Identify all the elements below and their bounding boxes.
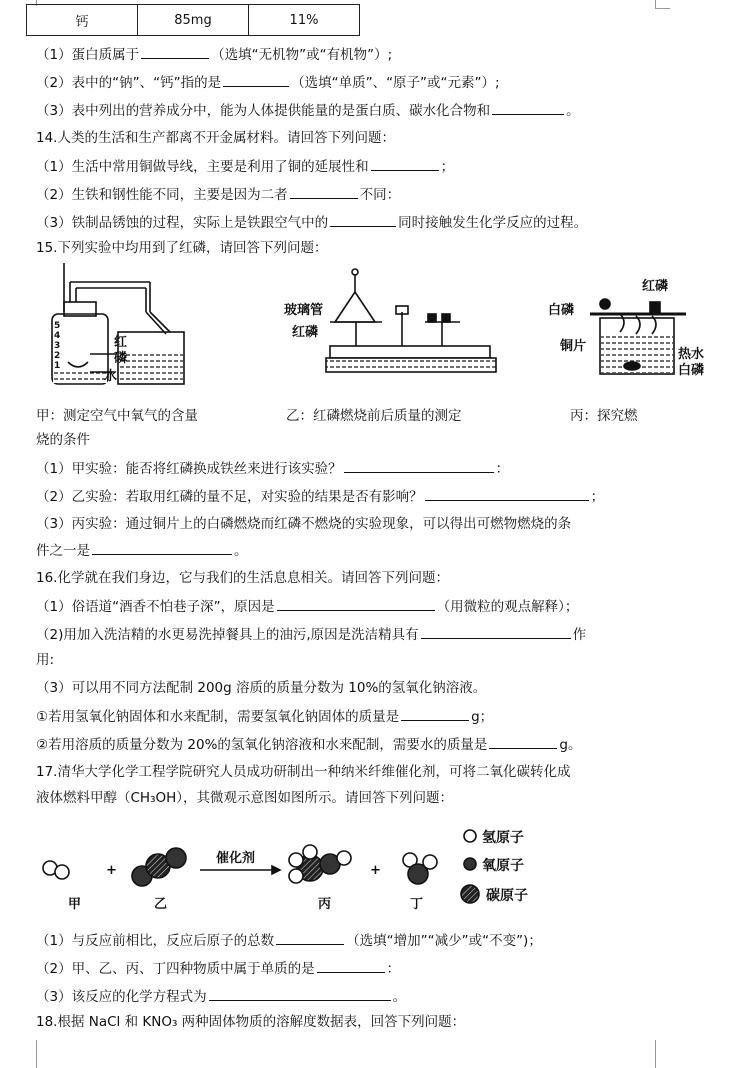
caption-yi: 乙：红磷燃烧前后质量的测定 bbox=[286, 408, 462, 424]
experiment-figures bbox=[30, 262, 710, 402]
question-line-q17-3 bbox=[36, 986, 406, 1007]
question-text-segment: g。 bbox=[559, 737, 582, 753]
question-line-q14-1 bbox=[36, 156, 454, 177]
question-text-segment: ： bbox=[495, 461, 510, 477]
question-line-q15-3b bbox=[36, 540, 248, 561]
question-line-q14-3 bbox=[36, 212, 587, 233]
scale-3: 3 bbox=[54, 341, 61, 351]
figure-yi bbox=[326, 269, 496, 372]
answer-blank[interactable] bbox=[330, 212, 396, 227]
question-text-segment: 14.人类的生活和生产都离不开金属材料。请回答下列问题： bbox=[36, 130, 395, 146]
legend-carbon: 碳原子 bbox=[486, 888, 528, 904]
question-text-segment: 。 bbox=[392, 989, 407, 1005]
answer-blank[interactable] bbox=[290, 184, 358, 199]
answer-blank[interactable] bbox=[92, 540, 232, 555]
answer-blank[interactable] bbox=[421, 624, 571, 639]
question-text-segment: 不同： bbox=[359, 187, 401, 203]
question-text-segment: （2）表中的“钠”、“钙”指的是 bbox=[36, 75, 222, 91]
label-white-p-top: 白磷 bbox=[548, 303, 575, 318]
label-glass-tube: 玻璃管 bbox=[284, 303, 324, 318]
answer-blank[interactable] bbox=[209, 986, 391, 1001]
question-line-q17b bbox=[36, 788, 453, 808]
question-text-segment: （1）生活中常用铜做导线，主要是利用了铜的延展性和 bbox=[36, 159, 369, 175]
plus-sign-1: + bbox=[106, 863, 117, 878]
label-red-p-2: 磷 bbox=[114, 351, 128, 366]
plus-sign-2: + bbox=[370, 863, 381, 878]
corner-mark-br bbox=[655, 1040, 666, 1068]
corner-mark-bl bbox=[26, 1040, 37, 1068]
question-text-segment: （3）表中列出的营养成分中，能为人体提供能量的是蛋白质、碳水化合物和 bbox=[36, 103, 491, 119]
answer-blank[interactable] bbox=[371, 156, 439, 171]
question-text-segment: （1）甲实验：能否将红磷换成铁丝来进行该实验？ bbox=[36, 461, 342, 477]
label-copper-sheet: 铜片 bbox=[560, 339, 587, 354]
question-text-segment: （1）与反应前相比，反应后原子的总数 bbox=[36, 933, 275, 949]
question-line-q15 bbox=[36, 238, 327, 258]
label-white-p-bottom: 白磷 bbox=[678, 363, 705, 378]
question-text-segment: （2）乙实验：若取用红磷的量不足，对实验的结果是否有影响？ bbox=[36, 489, 423, 505]
question-text-segment: g； bbox=[471, 709, 494, 725]
scale-1: 1 bbox=[54, 361, 61, 371]
question-line-q13-1 bbox=[36, 44, 392, 65]
question-line-q17 bbox=[36, 762, 570, 782]
question-line-q16-2b bbox=[36, 650, 54, 670]
table-row bbox=[27, 5, 360, 36]
name-ding: 丁 bbox=[410, 897, 424, 912]
question-text-segment: ①若用氢氧化钠固体和水来配制，需要氢氧化钠固体的质量是 bbox=[36, 709, 400, 725]
question-line-q16-2 bbox=[36, 624, 586, 645]
question-text-segment: （1）俗语道“酒香不怕巷子深”，原因是 bbox=[36, 599, 275, 615]
label-red-phosphorus: 红磷 bbox=[292, 325, 319, 340]
question-text-segment: （选填“无机物”或“有机物”）; bbox=[211, 47, 393, 63]
question-line-q13-2 bbox=[36, 72, 500, 93]
answer-blank[interactable] bbox=[141, 44, 209, 59]
question-line-q13-3 bbox=[36, 100, 580, 121]
label-red-p-bing: 红磷 bbox=[642, 279, 669, 294]
question-text-segment: ； bbox=[440, 159, 455, 175]
question-text-segment: 17.清华大学化学工程学院研究人员成功研制出一种纳米纤维催化剂，可将二氧化碳转化成 bbox=[36, 764, 571, 780]
answer-blank[interactable] bbox=[425, 486, 589, 501]
question-text-segment: 。 bbox=[566, 103, 580, 119]
corner-mark-tr bbox=[655, 0, 670, 9]
reaction-diagram bbox=[30, 818, 590, 918]
name-yi: 乙 bbox=[154, 897, 168, 912]
question-text-segment: ： bbox=[386, 961, 401, 977]
scale-2: 2 bbox=[54, 351, 61, 361]
question-text-segment: （2)用加入洗洁精的水更易洗掉餐具上的油污,原因是洗洁精具有 bbox=[36, 627, 419, 643]
question-text-segment: （3）可以用不同方法配制 200g 溶质的质量分数为 10%的氢氧化钠溶液。 bbox=[36, 680, 487, 696]
question-text-segment: 烧的条件 bbox=[36, 432, 90, 448]
question-line-q18 bbox=[36, 1012, 465, 1032]
caption-bing: 丙：探究燃 bbox=[570, 408, 638, 424]
question-line-q17-1 bbox=[36, 930, 542, 951]
answer-blank[interactable] bbox=[276, 930, 344, 945]
scale-5: 5 bbox=[54, 321, 61, 331]
question-text-segment: 15.下列实验中均用到了红磷，请回答下列问题： bbox=[36, 240, 328, 256]
label-water: 水 bbox=[104, 369, 118, 384]
question-text-segment: 液体燃料甲醇（CH₃OH），其微观示意图如图所示。请回答下列问题： bbox=[36, 790, 454, 806]
question-line-q16-3a bbox=[36, 706, 493, 727]
question-text-segment: ； bbox=[590, 489, 605, 505]
label-red-p-1: 红 bbox=[114, 335, 128, 350]
answer-blank[interactable] bbox=[317, 958, 385, 973]
label-hot-water: 热水 bbox=[678, 347, 705, 362]
question-text-segment: 用: bbox=[36, 652, 55, 668]
answer-blank[interactable] bbox=[344, 458, 494, 473]
question-text-segment: （用微粒的观点解释）； bbox=[436, 599, 579, 615]
question-line-q15-1 bbox=[36, 458, 509, 479]
question-line-q14 bbox=[36, 128, 395, 148]
name-bing: 丙 bbox=[318, 897, 332, 912]
scale-4: 4 bbox=[54, 331, 61, 341]
question-text-segment: （2）甲、乙、丙、丁四种物质中属于单质的是 bbox=[36, 961, 315, 977]
question-line-q16-1 bbox=[36, 596, 578, 617]
catalyst-label: 催化剂 bbox=[216, 851, 256, 866]
answer-blank[interactable] bbox=[492, 100, 564, 115]
question-line-q16 bbox=[36, 568, 449, 588]
question-text-segment: （3）铁制品锈蚀的过程，实际上是铁跟空气中的 bbox=[36, 215, 329, 231]
caption-jia: 甲：测定空气中氧气的含量 bbox=[36, 408, 198, 424]
nutrition-table bbox=[26, 4, 360, 36]
question-text-segment: 作 bbox=[572, 627, 587, 643]
question-line-q15-2 bbox=[36, 486, 604, 507]
question-text-segment: （选填“单质”、“原子”或“元素”）; bbox=[291, 75, 500, 91]
question-text-segment: （3）该反应的化学方程式为 bbox=[36, 989, 207, 1005]
answer-blank[interactable] bbox=[223, 72, 289, 87]
answer-blank[interactable] bbox=[277, 596, 435, 611]
question-text-segment: 。 bbox=[234, 543, 248, 559]
table-cell: 钙 bbox=[27, 5, 138, 36]
question-text-segment: 18.根据 NaCl 和 KNO₃ 两种固体物质的溶解度数据表，回答下列问题： bbox=[36, 1014, 466, 1030]
question-text-segment: （1）蛋白质属于 bbox=[36, 47, 140, 63]
question-text-segment: （2）生铁和钢性能不同，主要是因为二者 bbox=[36, 187, 288, 203]
table-cell: 11% bbox=[249, 5, 360, 36]
question-text-segment: （选填“增加”“减少”或“不变”)； bbox=[346, 933, 542, 949]
question-text-segment: 件之一是 bbox=[36, 543, 90, 559]
name-jia: 甲 bbox=[68, 897, 82, 912]
question-line-q15-3 bbox=[36, 514, 571, 534]
table-cell: 85mg bbox=[138, 5, 249, 36]
question-text-segment: ②若用溶质的质量分数为 20%的氢氧化钠溶液和水来配制，需要水的质量是 bbox=[36, 737, 488, 753]
question-text-segment: 16.化学就在我们身边，它与我们的生活息息相关。请回答下列问题： bbox=[36, 570, 449, 586]
answer-blank[interactable] bbox=[401, 706, 469, 721]
question-line-q17-2 bbox=[36, 958, 400, 979]
question-text-segment: 同时接触发生化学反应的过程。 bbox=[398, 215, 588, 231]
question-line-q14-2 bbox=[36, 184, 400, 205]
question-text-segment: （3）丙实验：通过铜片上的白磷燃烧而红磷不燃烧的实验现象，可以得出可燃物燃烧的条 bbox=[36, 516, 572, 532]
question-line-q15-cap2 bbox=[36, 430, 90, 450]
legend-oxygen: 氧原子 bbox=[482, 858, 524, 874]
figure-bing bbox=[590, 299, 686, 374]
question-line-q16-3b bbox=[36, 734, 581, 755]
legend-hydrogen: 氢原子 bbox=[482, 830, 524, 846]
answer-blank[interactable] bbox=[489, 734, 557, 749]
question-line-q16-3 bbox=[36, 678, 486, 698]
